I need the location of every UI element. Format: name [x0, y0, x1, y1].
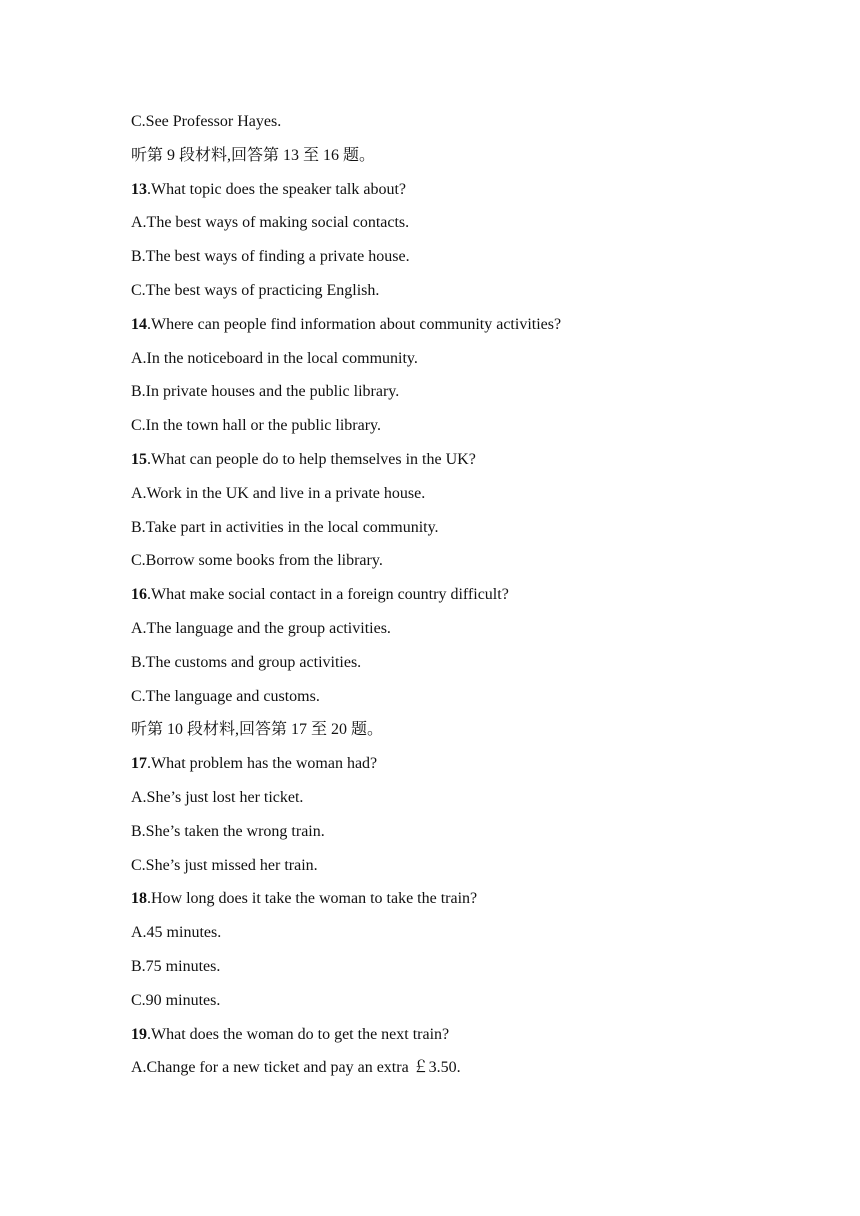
option-line: B.She’s taken the wrong train.	[131, 822, 325, 840]
question-text: .What topic does the speaker talk about?	[147, 180, 407, 198]
question-text: .What make social contact in a foreign country difficult?	[147, 586, 509, 604]
option-line: B.75 minutes.	[131, 957, 221, 975]
option-line: A.Change for a new ticket and pay an extra ￡3.50.	[131, 1059, 461, 1077]
option-line: C.She’s just missed her train.	[131, 856, 318, 874]
question-number: 17	[131, 755, 147, 773]
option-line: B.Take part in activities in the local community.	[131, 518, 439, 536]
option-line: A.The language and the group activities.	[131, 619, 391, 637]
option-line: C.Borrow some books from the library.	[131, 552, 383, 570]
option-line: C.90 minutes.	[131, 991, 221, 1009]
question-number: 18	[131, 890, 147, 908]
option-line: C.In the town hall or the public library.	[131, 417, 382, 435]
question-number: 19	[131, 1025, 147, 1043]
section-heading: 听第 10 段材料,回答第 17 至 20 题。	[131, 721, 384, 739]
option-line: C.The best ways of practicing English.	[131, 281, 380, 299]
exam-content	[131, 110, 811, 1090]
question-number: 15	[131, 450, 147, 468]
option-line: B.The customs and group activities.	[131, 653, 362, 671]
question-line	[131, 887, 811, 921]
question-line	[131, 178, 811, 212]
option-line: C.See Professor Hayes.	[131, 113, 282, 130]
option-line: A.In the noticeboard in the local community.	[131, 349, 418, 367]
question-number: 16	[131, 586, 147, 604]
option-line: A.45 minutes.	[131, 924, 222, 942]
question-line	[131, 583, 811, 617]
option-line: A.The best ways of making social contacts.	[131, 214, 410, 232]
question-text: .Where can people find information about community activities?	[147, 315, 562, 333]
question-line	[131, 1023, 811, 1057]
question-text: .How long does it take the woman to take the train?	[147, 890, 478, 908]
option-line: B.In private houses and the public library.	[131, 383, 400, 401]
question-text: .What problem has the woman had?	[147, 755, 378, 773]
option-line: A.She’s just lost her ticket.	[131, 788, 304, 806]
option-line: A.Work in the UK and live in a private house.	[131, 484, 426, 502]
question-line	[131, 313, 811, 347]
option-line: C.The language and customs.	[131, 687, 320, 705]
question-line	[131, 448, 811, 482]
question-line	[131, 752, 811, 786]
question-number: 14	[131, 315, 147, 333]
question-text: .What can people do to help themselves in the UK?	[147, 450, 476, 468]
option-line: B.The best ways of finding a private house.	[131, 248, 410, 266]
question-text: .What does the woman do to get the next train?	[147, 1025, 450, 1043]
question-number: 13	[131, 180, 147, 198]
section-heading: 听第 9 段材料,回答第 13 至 16 题。	[131, 146, 376, 164]
